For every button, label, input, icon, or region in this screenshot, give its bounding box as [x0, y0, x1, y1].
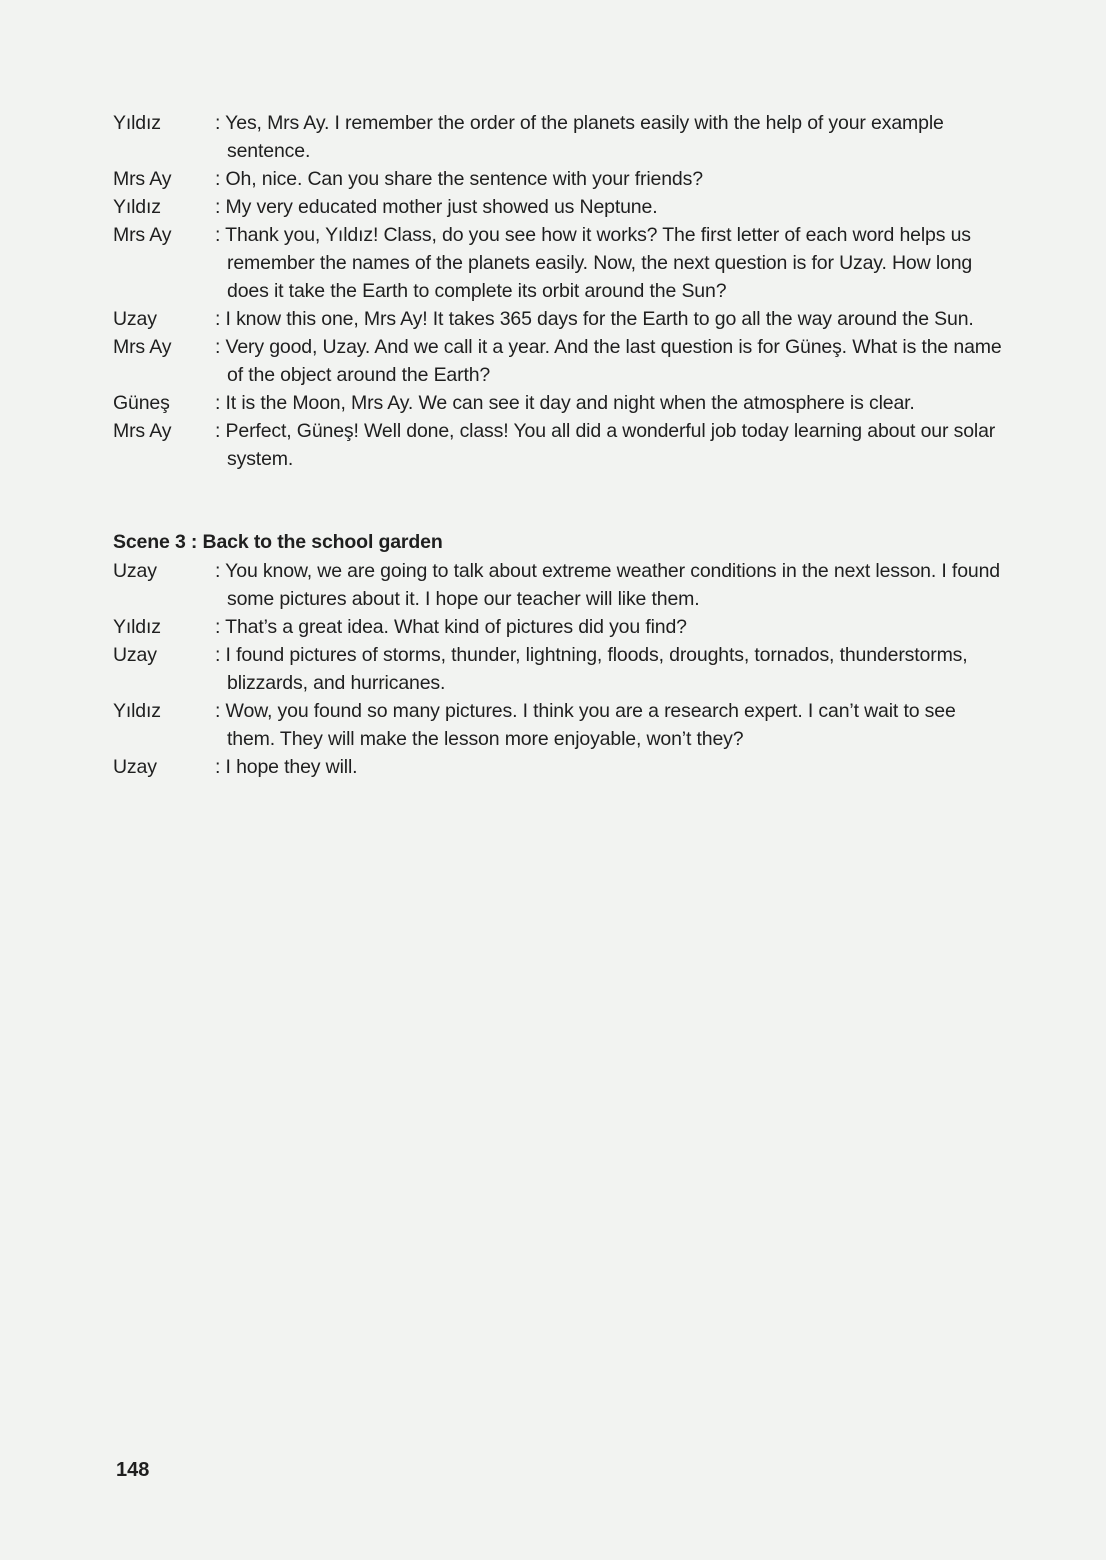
speaker-name: Uzay	[113, 560, 157, 582]
utterance: : My very educated mother just showed us Neptune.	[215, 196, 658, 218]
speaker-name: Yıldız	[113, 616, 161, 638]
speaker-name: Uzay	[113, 756, 157, 778]
dialogue-line	[113, 557, 1003, 613]
utterance: : That’s a great idea. What kind of pictures did you find?	[215, 616, 687, 638]
utterance: : I found pictures of storms, thunder, lightning, floods, droughts, tornados, thunderstorms, blizzards, and hurricanes.	[215, 644, 968, 694]
dialogue-line	[113, 641, 1003, 697]
page-number: 148	[116, 1459, 150, 1481]
utterance: : Perfect, Güneş! Well done, class! You all did a wonderful job today learning about our solar system.	[215, 420, 996, 470]
utterance: : You know, we are going to talk about extreme weather conditions in the next lesson. I found some pictures about it. I hope our teacher will like them.	[215, 560, 1000, 610]
speaker-name: Uzay	[113, 308, 157, 330]
dialogue-line	[113, 753, 1003, 781]
speaker-name: Mrs Ay	[113, 336, 172, 358]
utterance: : Wow, you found so many pictures. I think you are a research expert. I can’t wait to see them. They will make the lesson more enjoyable, won’t they?	[215, 700, 956, 750]
speaker-name: Mrs Ay	[113, 224, 172, 246]
dialogue-scene-2	[113, 109, 1003, 473]
dialogue-line	[113, 417, 1003, 473]
dialogue-line	[113, 697, 1003, 753]
dialogue-scene-3	[113, 557, 1003, 781]
utterance: : Oh, nice. Can you share the sentence with your friends?	[215, 168, 703, 190]
speaker-name: Yıldız	[113, 112, 161, 134]
dialogue-line	[113, 221, 1003, 305]
dialogue-line	[113, 109, 1003, 165]
speaker-name: Mrs Ay	[113, 168, 172, 190]
dialogue-line	[113, 613, 1003, 641]
utterance: : I hope they will.	[215, 756, 358, 778]
utterance: : Yes, Mrs Ay. I remember the order of the planets easily with the help of your example sentence.	[215, 112, 944, 162]
speaker-name: Yıldız	[113, 700, 161, 722]
dialogue-line	[113, 193, 1003, 221]
utterance: : It is the Moon, Mrs Ay. We can see it day and night when the atmosphere is clear.	[215, 392, 915, 414]
speaker-name: Güneş	[113, 392, 170, 414]
dialogue-line	[113, 333, 1003, 389]
dialogue-line	[113, 305, 1003, 333]
speaker-name: Mrs Ay	[113, 420, 172, 442]
scene-heading: Scene 3 : Back to the school garden	[113, 531, 443, 553]
utterance: : I know this one, Mrs Ay! It takes 365 days for the Earth to go all the way around the Sun.	[215, 308, 974, 330]
speaker-name: Uzay	[113, 644, 157, 666]
speaker-name: Yıldız	[113, 196, 161, 218]
dialogue-line	[113, 165, 1003, 193]
utterance: : Thank you, Yıldız! Class, do you see how it works? The first letter of each word helps us remember the names of the planets easily. Now, the next question is for Uzay. How long does it take the Earth to complete its orbit around the Sun?	[215, 224, 973, 302]
dialogue-line	[113, 389, 1003, 417]
utterance: : Very good, Uzay. And we call it a year. And the last question is for Güneş. What is the name of the object around the Earth?	[215, 336, 1002, 386]
